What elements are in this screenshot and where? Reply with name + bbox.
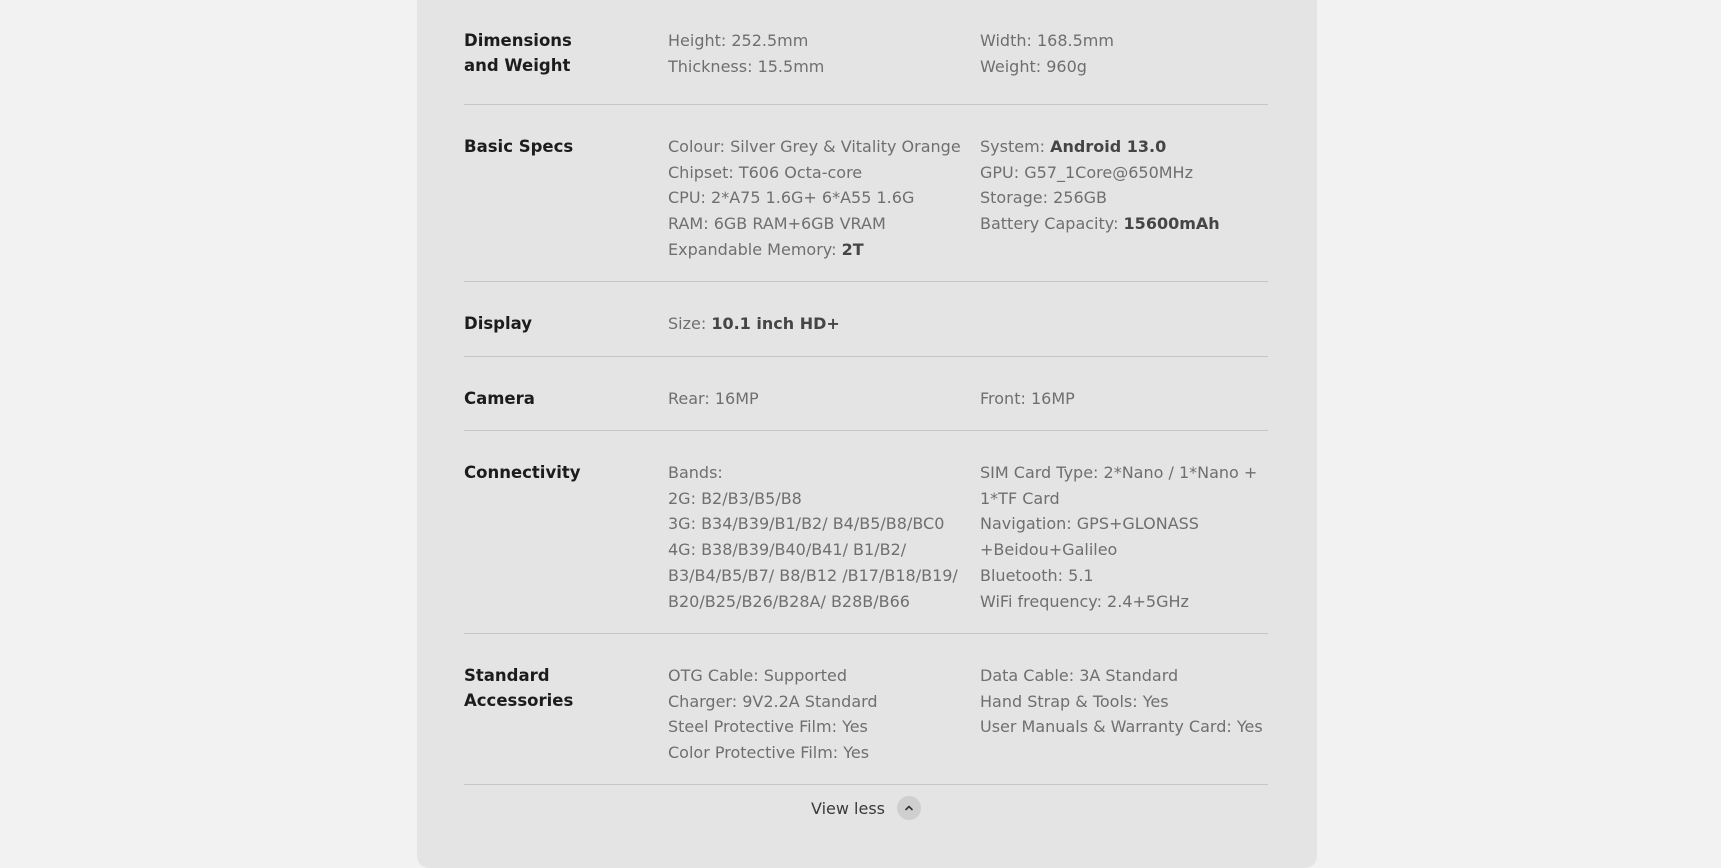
spec-line [668,511,980,537]
spec-row-title: Standard Accessories [464,666,574,710]
view-less-button[interactable] [464,794,1268,822]
spec-label: Front: [980,389,1031,408]
spec-line [668,663,980,689]
spec-left-column [668,134,980,281]
spec-line [668,311,980,337]
chevron-up-icon [897,796,921,820]
spec-line [668,460,980,486]
spec-value: Silver Grey & Vitality Orange [730,137,961,156]
spec-label: Battery Capacity: [980,214,1124,234]
spec-label: System: [980,137,1051,156]
spec-line [668,28,980,54]
spec-left-column [668,386,980,430]
spec-right-column [980,134,1268,281]
spec-value: 168.5mm [1036,31,1114,50]
specs-card [417,0,1317,868]
spec-label: Weight: [980,56,1047,76]
spec-label: Data Cable: [980,666,1080,685]
spec-value: 3A Standard [1079,666,1179,685]
spec-right-column [980,386,1268,430]
spec-right-column [980,460,1268,633]
spec-label: Rear: [668,389,715,408]
spec-label: Colour: [668,137,731,156]
spec-label: Color Protective Film: [668,743,844,763]
spec-line [980,689,1268,715]
spec-line [980,211,1268,237]
spec-value: G57_1Core@650MHz [1024,162,1193,182]
spec-value: 15600mAh [1123,214,1220,234]
spec-line [980,460,1268,486]
spec-row-title: Camera [464,389,535,408]
spec-value: 1*TF Card [980,488,1060,508]
spec-value: Yes [843,743,870,763]
spec-row-camera [464,357,1268,431]
spec-line [980,589,1268,615]
spec-row-title: Connectivity [464,463,581,482]
spec-label: 2G: [668,488,702,508]
spec-value: 5.1 [1068,565,1094,585]
spec-value: T606 Octa-core [738,162,863,182]
spec-line [668,237,980,263]
spec-value: 960g [1046,56,1087,76]
spec-right-column [980,311,1268,356]
spec-left-column [668,311,980,356]
spec-value: 6GB RAM+6GB VRAM [713,214,886,234]
spec-label: Thickness: [668,56,758,76]
spec-left-column [668,28,980,104]
spec-value: B3/B4/B5/B7/ B8/B12 /B17/B18/B19/ [668,565,958,585]
spec-right-column [980,663,1268,784]
spec-line [668,160,980,186]
spec-line [980,28,1268,54]
spec-right-column [980,28,1268,104]
spec-line [980,537,1268,563]
spec-label: OTG Cable: [668,666,764,685]
spec-value: 16MP [714,389,759,408]
spec-label: Charger: [668,691,743,711]
spec-left-column [668,663,980,784]
spec-row-title: Basic Specs [464,137,574,156]
spec-label: Chipset: [668,162,739,182]
spec-label: Expandable Memory: [668,239,842,259]
spec-value: 2.4+5GHz [1107,591,1189,611]
spec-row-title: Display [464,314,533,333]
spec-line [980,134,1268,160]
spec-line [668,185,980,211]
spec-label: Width: [980,31,1037,50]
spec-line [668,134,980,160]
spec-label: RAM: [668,214,714,234]
specs-table [464,0,1268,818]
spec-label: WiFi frequency: [980,591,1108,611]
spec-value: B20/B25/B26/B28A/ B28B/B66 [668,591,910,611]
spec-value: 256GB [1053,188,1107,208]
spec-left-column [668,460,980,633]
spec-label: Height: [668,31,732,50]
spec-value: 252.5mm [731,31,809,50]
spec-line [980,185,1268,211]
spec-label: SIM Card Type: [980,463,1104,482]
spec-line [668,589,980,615]
spec-line [980,663,1268,689]
spec-value: Yes [1142,691,1169,711]
spec-label: 4G: [668,540,702,560]
spec-line [668,386,980,412]
spec-label: Bands: [668,463,723,482]
spec-value: 2*Nano / 1*Nano + [1103,463,1258,482]
spec-line [668,486,980,512]
spec-value: 16MP [1030,389,1075,408]
spec-line [980,160,1268,186]
spec-value: B38/B39/B40/B41/ B1/B2/ [701,540,907,560]
spec-label: User Manuals & Warranty Card: [980,717,1237,737]
spec-value: B34/B39/B1/B2/ B4/B5/B8/BC0 [701,514,945,534]
spec-line [980,486,1268,512]
spec-value: +Beidou+Galileo [980,540,1118,560]
spec-label: Navigation: [980,514,1077,534]
spec-label: Storage: [980,188,1054,208]
spec-line [980,714,1268,740]
spec-value: Android 13.0 [1050,137,1167,156]
spec-label: 3G: [668,514,702,534]
spec-line [668,563,980,589]
spec-line [980,511,1268,537]
spec-value: 15.5mm [757,56,825,76]
spec-label: Steel Protective Film: [668,717,843,737]
spec-value: B2/B3/B5/B8 [701,488,802,508]
spec-line [668,714,980,740]
spec-row-accessories [464,634,1268,785]
spec-row-basic [464,105,1268,282]
spec-value: Supported [763,666,847,685]
spec-value: GPS+GLONASS [1076,514,1199,534]
spec-line [980,386,1268,412]
spec-value: 2*A75 1.6G+ 6*A55 1.6G [711,188,915,208]
spec-row-display [464,282,1268,357]
spec-label: Hand Strap & Tools: [980,691,1143,711]
spec-value: 9V2.2A Standard [742,691,878,711]
spec-line [980,54,1268,80]
spec-line [668,211,980,237]
spec-row-connectivity [464,431,1268,634]
spec-value: Yes [1236,717,1263,737]
spec-line [980,563,1268,589]
view-less-label: View less [810,798,885,818]
spec-value: 10.1 inch HD+ [711,314,840,333]
spec-line [668,689,980,715]
spec-label: CPU: [668,188,712,208]
spec-line [668,54,980,80]
spec-label: GPU: [980,162,1025,182]
spec-row-dimensions [464,0,1268,105]
spec-label: Size: [668,314,712,333]
spec-line [668,537,980,563]
spec-value: 2T [841,239,864,259]
spec-label: Bluetooth: [980,565,1069,585]
spec-value: Yes [842,717,868,737]
spec-row-title: Dimensions and Weight [464,31,572,75]
spec-line [668,740,980,766]
